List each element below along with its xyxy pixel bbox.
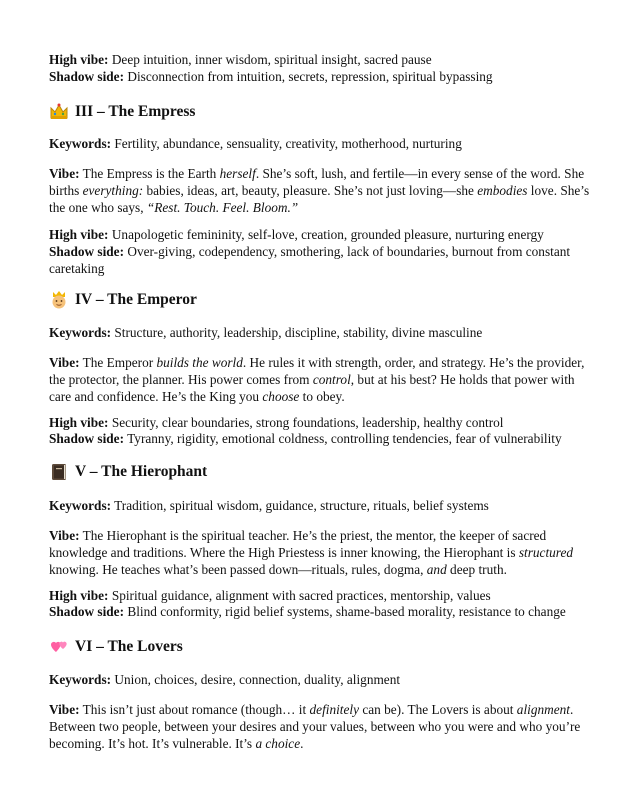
value: Tyranny, rigidity, emotional coldness, controlling tendencies, fear of vulnerability: [127, 431, 562, 446]
vibe-segment: everything:: [82, 182, 144, 198]
label: Keywords:: [49, 325, 112, 340]
label: High vibe:: [49, 52, 109, 67]
emperor-heading: [49, 289, 594, 311]
empress-high-vibe: [49, 227, 594, 244]
vibe-segment: . He rules it with strength, order, and strategy. He’s the provider, the protector, the planner. His power comes from: [49, 355, 585, 387]
vibe-segment: This isn’t just about romance (though… it: [82, 702, 310, 717]
crown-icon: [49, 102, 69, 122]
hierophant-vibe: [49, 528, 594, 578]
label: High vibe:: [49, 415, 109, 430]
emperor-shadow-side: [49, 431, 594, 448]
vibe-segment: “Rest. Touch. Feel. Bloom.”: [146, 199, 299, 215]
vibe-segment: alignment: [516, 702, 570, 717]
label: Keywords:: [49, 672, 112, 687]
label: Shadow side:: [49, 431, 125, 446]
hierophant-heading: [49, 461, 594, 483]
label: Vibe:: [49, 528, 80, 543]
value: Structure, authority, leadership, discipline, stability, divine masculine: [114, 325, 483, 340]
vibe-segment: love. She’s the one who says,: [49, 182, 590, 215]
emperor-title: IV – The Emperor: [75, 291, 197, 308]
vibe-segment: The Emperor: [82, 355, 157, 370]
value: Security, clear boundaries, strong foundations, leadership, healthy control: [111, 415, 504, 430]
label: High vibe:: [49, 227, 109, 242]
king-icon: [49, 290, 69, 310]
vibe-segment: .: [300, 735, 304, 751]
value: Unapologetic femininity, self-love, creation, grounded pleasure, nurturing energy: [111, 227, 544, 242]
value: Tradition, spiritual wisdom, guidance, structure, rituals, belief systems: [114, 498, 489, 513]
empress-vibe: [49, 166, 594, 216]
value: Over-giving, codependency, smothering, lack of boundaries, burnout from constant caretaking: [49, 244, 571, 276]
label: Keywords:: [49, 136, 112, 151]
vibe-segment: embodies: [477, 182, 528, 198]
value: Deep intuition, inner wisdom, spiritual insight, sacred pause: [111, 52, 432, 67]
vibe-segment: . She’s soft, lush, and fertile—in every sense of the word. She births: [49, 166, 585, 198]
hierophant-shadow-side: [49, 604, 594, 621]
vibe-segment: . Between two people, between your desires and your values, between who you were and who you’re becoming. It’s hot. It’s vulnerable. It’s: [49, 702, 581, 751]
label: Vibe:: [49, 166, 80, 181]
label: High vibe:: [49, 588, 109, 603]
value: Disconnection from intuition, secrets, repression, spiritual bypassing: [127, 69, 493, 84]
emperor-vibe: [49, 355, 594, 405]
value: Fertility, abundance, sensuality, creativity, motherhood, nurturing: [114, 136, 462, 151]
emperor-keywords: [49, 325, 594, 342]
vibe-segment: , but at his best? He holds that power with care and confidence. He’s the King you: [49, 371, 575, 404]
vibe-segment: knowing. He teaches what’s been passed down—rituals, rules, dogma,: [49, 561, 427, 577]
empress-shadow-side: [49, 244, 594, 278]
vibe-segment: definitely: [309, 702, 359, 717]
emperor-high-vibe: [49, 415, 594, 432]
label: Vibe:: [49, 355, 80, 370]
value: Spiritual guidance, alignment with sacred practices, mentorship, values: [111, 588, 491, 603]
hierophant-title: V – The Hierophant: [75, 463, 208, 480]
empress-title: III – The Empress: [75, 103, 196, 120]
vibe-segment: choose: [262, 388, 300, 404]
lovers-title: VI – The Lovers: [75, 638, 183, 655]
empress-heading: [49, 101, 594, 123]
empress-keywords: [49, 136, 594, 153]
vibe-segment: and: [426, 561, 447, 577]
label: Shadow side:: [49, 604, 125, 619]
vibe-segment: structured: [518, 544, 574, 560]
book-icon: [49, 462, 69, 482]
hierophant-high-vibe: [49, 588, 594, 605]
lovers-vibe: [49, 702, 594, 752]
two-hearts-icon: [49, 637, 69, 657]
lovers-heading: [49, 636, 594, 658]
vibe-segment: a choice: [255, 735, 301, 751]
vibe-segment: can be). The Lovers is about: [359, 702, 517, 717]
priestess-high-vibe: [49, 52, 594, 69]
lovers-keywords: [49, 672, 594, 689]
priestess-shadow-side: [49, 69, 594, 86]
label: Shadow side:: [49, 69, 125, 84]
vibe-segment: herself: [219, 166, 256, 181]
label: Keywords:: [49, 498, 112, 513]
vibe-segment: control: [312, 371, 351, 387]
vibe-segment: builds the world: [156, 355, 243, 370]
vibe-segment: to obey.: [299, 388, 345, 404]
vibe-segment: The Empress is the Earth: [82, 166, 220, 181]
vibe-segment: babies, ideas, art, beauty, pleasure. She’s not just loving—she: [143, 182, 478, 198]
label: Vibe:: [49, 702, 80, 717]
vibe-segment: deep truth.: [446, 561, 507, 577]
value: Union, choices, desire, connection, duality, alignment: [114, 672, 401, 687]
value: Blind conformity, rigid belief systems, shame-based morality, resistance to change: [127, 604, 566, 619]
vibe-segment: The Hierophant is the spiritual teacher. He’s the priest, the mentor, the keeper of sacred knowledge and traditions. Where the High Priestess is inner knowing, the Hierophant is: [49, 528, 547, 560]
label: Shadow side:: [49, 244, 125, 259]
hierophant-keywords: [49, 498, 594, 515]
